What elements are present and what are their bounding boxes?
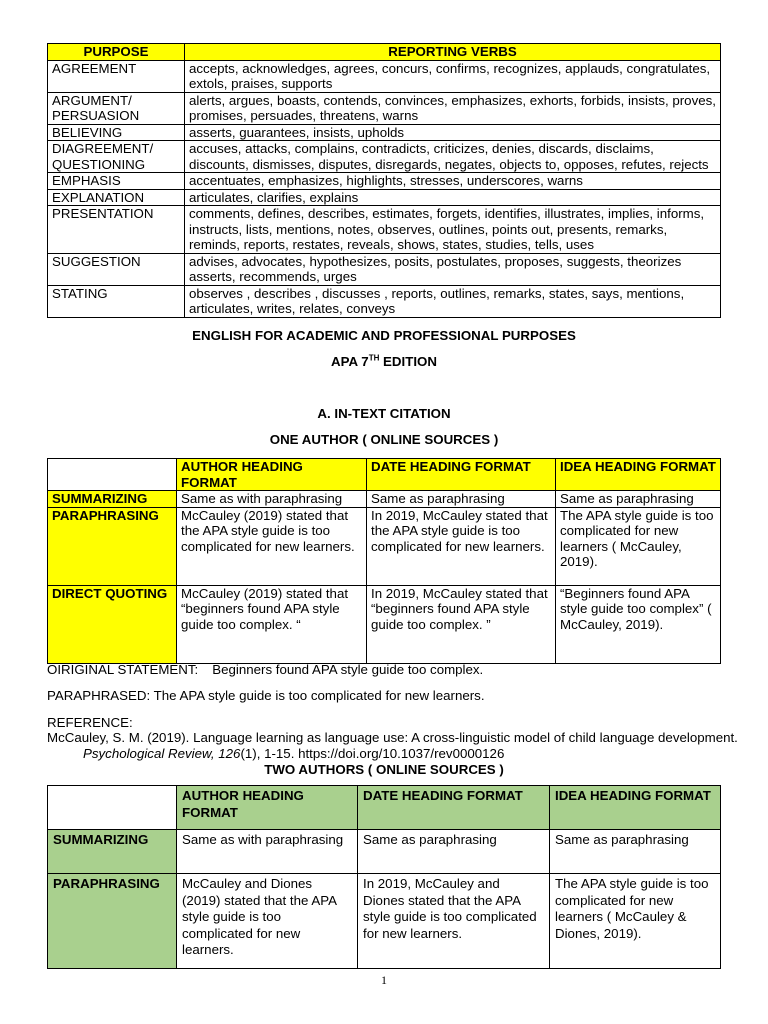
verbs-cell: observes , describes , discusses , reports, outlines, remarks, states, says, mentions, articulates, writes, relates, conveys [185,285,721,317]
purpose-cell: BELIEVING [48,124,185,141]
apa-edition-prefix: APA 7 [331,354,369,369]
purpose-cell: AGREEMENT [48,60,185,92]
author-cell: McCauley (2019) stated that the APA style guide is too complicated for new learners. [177,507,367,585]
table-row [48,830,721,874]
original-statement [47,662,727,678]
apa-edition-suffix: EDITION [379,354,437,369]
purpose-cell: ARGUMENT/ PERSUASION [48,92,185,124]
author-cell: McCauley and Diones (2019) stated that the APA style guide is too complicated for new learners. [177,874,358,969]
header-date-format: DATE HEADING FORMAT [367,459,556,491]
purpose-cell: EMPHASIS [48,173,185,190]
header-empty [48,459,177,491]
author-cell: Same as with paraphrasing [177,491,367,508]
table-row [48,585,721,663]
table-row [48,124,721,141]
page-number: 1 [381,973,387,987]
row-label-paraphrasing: PARAPHRASING [48,507,177,585]
row-label-paraphrasing: PARAPHRASING [48,874,177,969]
idea-cell: “Beginners found APA style guide too complex” ( McCauley, 2019). [556,585,721,663]
verbs-cell: advises, advocates, hypothesizes, posits, postulates, proposes, suggests, theorizes asserts, recommends, urges [185,253,721,285]
date-cell: In 2019, McCauley stated that “beginners found APA style guide too complex. ” [367,585,556,663]
reference-label: REFERENCE: [47,715,133,730]
table-header-row [48,786,721,830]
header-author-format: AUTHOR HEADING FORMAT [177,786,358,830]
table-row [48,206,721,254]
date-cell: In 2019, McCauley and Diones stated that the APA style guide is too complicated for new learners. [358,874,550,969]
one-author-heading: ONE AUTHOR ( ONLINE SOURCES ) [269,432,499,447]
verbs-cell: accuses, attacks, complains, contradicts, criticizes, denies, discards, disclaims, discounts, dismisses, disputes, disregards, negates, objects to, opposes, refutes, rejects [185,141,721,173]
table-row [48,141,721,173]
header-reporting-verbs: REPORTING VERBS [185,44,721,61]
header-idea-format: IDEA HEADING FORMAT [550,786,721,830]
row-label-summarizing: SUMMARIZING [48,491,177,508]
header-date-format: DATE HEADING FORMAT [358,786,550,830]
verbs-cell: comments, defines, describes, estimates, forgets, identifies, illustrates, implies, informs, instructs, lists, mentions, notes, observes, outlines, points out, presents, remarks, reminds, reports, restates, reveals, shows, states, studies, tells, uses [185,206,721,254]
table-row [48,285,721,317]
header-idea-format: IDEA HEADING FORMAT [556,459,721,491]
reporting-verbs-table [47,43,721,318]
author-cell: McCauley (2019) stated that “beginners found APA style guide too complex. “ [177,585,367,663]
paraphrased-statement: PARAPHRASED: The APA style guide is too complicated for new learners. [47,688,485,703]
reference-entry [47,730,763,761]
one-author-table [47,458,721,664]
original-statement-text: Beginners found APA style guide too complex. [212,662,484,677]
idea-cell: Same as paraphrasing [556,491,721,508]
purpose-cell: DIAGREEMENT/ QUESTIONING [48,141,185,173]
idea-cell: The APA style guide is too complicated for new learners ( McCauley, 2019). [556,507,721,585]
reference-journal: Psychological Review, 126 [83,745,241,761]
row-label-direct-quoting: DIRECT QUOTING [48,585,177,663]
table-row [48,491,721,508]
idea-cell: Same as paraphrasing [550,830,721,874]
purpose-cell: STATING [48,285,185,317]
verbs-cell: accepts, acknowledges, agrees, concurs, confirms, recognizes, applauds, congratulates, extols, praises, supports [185,60,721,92]
table-row [48,189,721,206]
section-heading-in-text-citation: A. IN-TEXT CITATION [317,406,451,421]
apa-edition-heading [0,354,768,370]
table-row [48,507,721,585]
purpose-cell: EXPLANATION [48,189,185,206]
two-authors-heading: TWO AUTHORS ( ONLINE SOURCES ) [264,762,504,777]
table-header-row [48,44,721,61]
date-cell: Same as paraphrasing [367,491,556,508]
table-row [48,92,721,124]
verbs-cell: alerts, argues, boasts, contends, convinces, emphasizes, exhorts, forbids, insists, proves, promises, persuades, threatens, warns [185,92,721,124]
table-row [48,173,721,190]
table-row [48,874,721,969]
row-label-summarizing: SUMMARIZING [48,830,177,874]
purpose-cell: SUGGESTION [48,253,185,285]
original-statement-label: OIRIGINAL STATEMENT: [47,662,199,677]
course-title: ENGLISH FOR ACADEMIC AND PROFESSIONAL PURPOSES [192,328,576,343]
header-purpose: PURPOSE [48,44,185,61]
verbs-cell: articulates, clarifies, explains [185,189,721,206]
table-header-row [48,459,721,491]
table-row [48,60,721,92]
table-row [48,253,721,285]
header-empty [48,786,177,830]
date-cell: Same as paraphrasing [358,830,550,874]
two-authors-table [47,785,721,969]
verbs-cell: accentuates, emphasizes, highlights, stresses, underscores, warns [185,173,721,190]
apa-edition-superscript: TH [368,353,380,363]
author-cell: Same as with paraphrasing [177,830,358,874]
verbs-cell: asserts, guarantees, insists, upholds [185,124,721,141]
purpose-cell: PRESENTATION [48,206,185,254]
idea-cell: The APA style guide is too complicated for new learners ( McCauley & Diones, 2019). [550,874,721,969]
date-cell: In 2019, McCauley stated that the APA style guide is too complicated for new learners. [367,507,556,585]
reference-issue-doi: (1), 1-15. https://doi.org/10.1037/rev0000126 [240,745,505,761]
header-author-format: AUTHOR HEADING FORMAT [177,459,367,491]
reference-authors-title: McCauley, S. M. (2019). Language learning as language use: A cross-linguistic model of child language development. [47,730,738,745]
